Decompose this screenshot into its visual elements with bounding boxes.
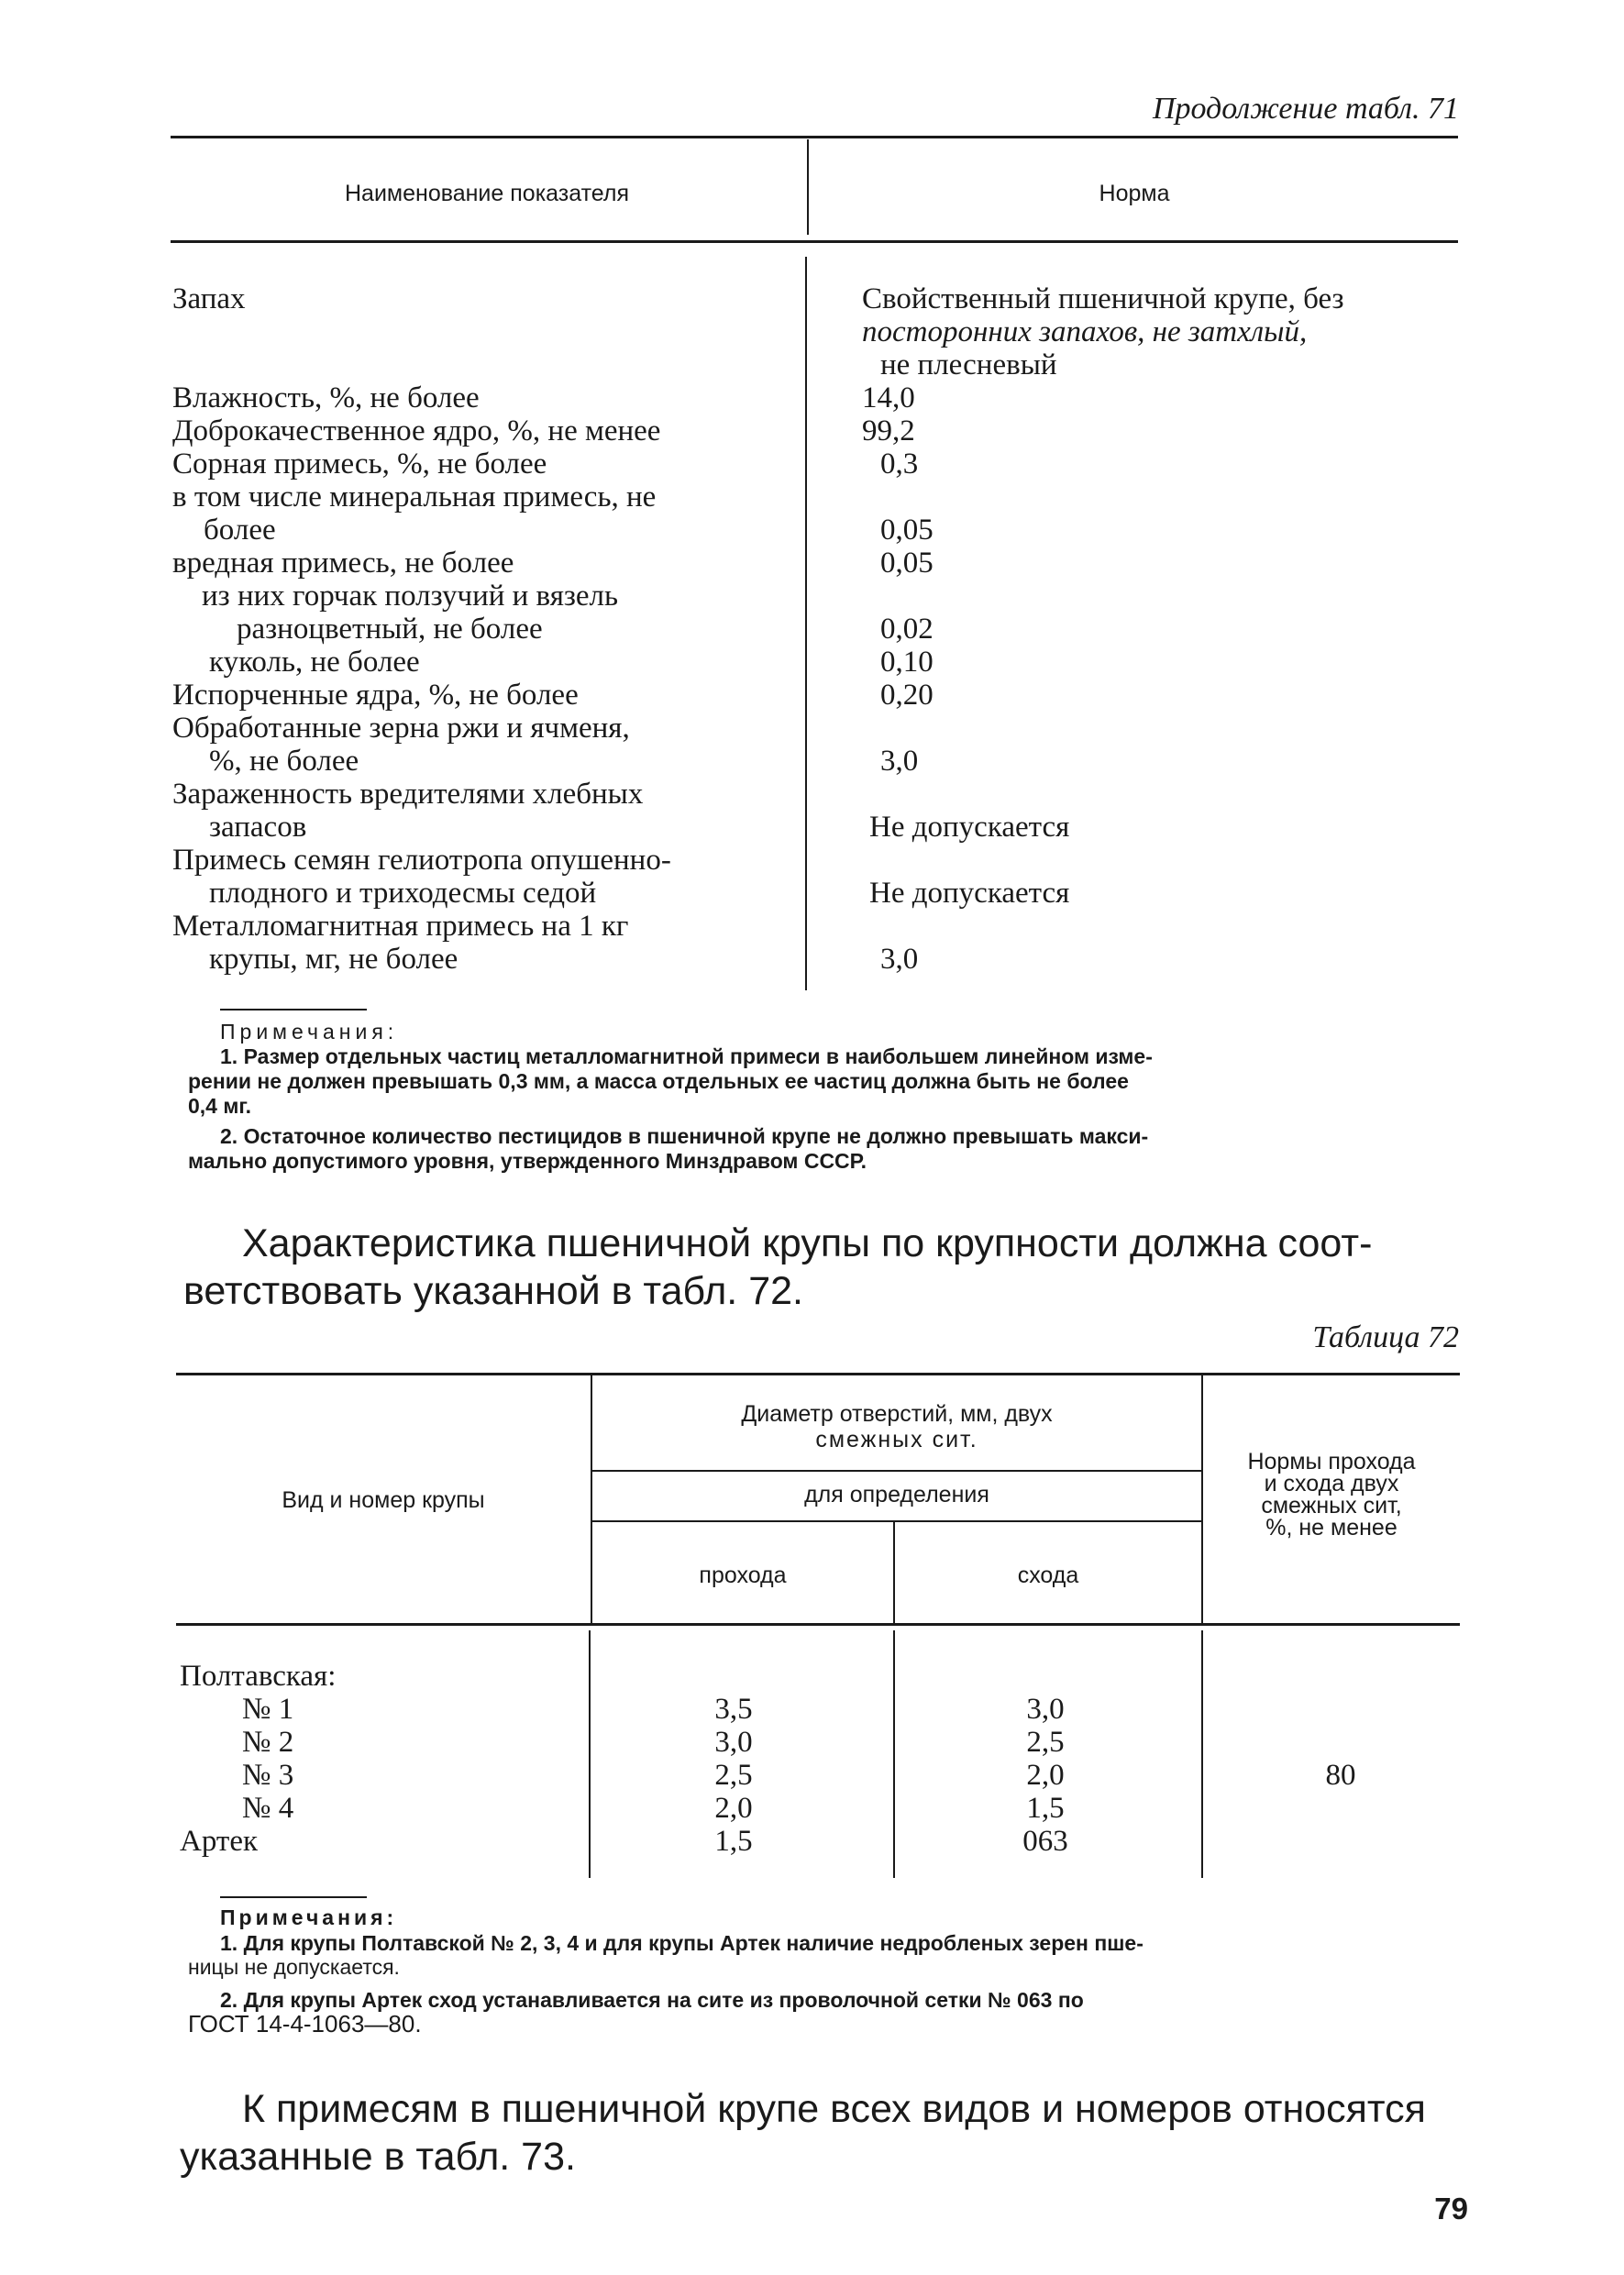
t71-norm: Свойственный пшеничной крупе, без	[862, 282, 1344, 315]
t71-norm: 0,05	[880, 514, 934, 547]
t71-norm: 14,0	[862, 381, 915, 414]
t71-norm: Не допускается	[869, 811, 1070, 844]
table72-header-for: для определения	[804, 1482, 989, 1507]
t71-norm: 0,3	[880, 447, 919, 480]
table71-top-rule	[171, 136, 1458, 138]
table72-top-rule	[176, 1373, 1460, 1375]
t71-name: более	[204, 514, 276, 547]
notes71-title: Примечания:	[220, 1020, 399, 1044]
table72-header-diameter: смежных сит.	[815, 1427, 978, 1452]
table-continuation-caption: Продолжение табл. 71	[1152, 92, 1459, 126]
table72-header-norms: смежных сит,	[1261, 1493, 1402, 1519]
t71-name: Металломагнитная примесь на 1 кг	[172, 910, 629, 943]
notes71-line: 0,4 мг.	[188, 1094, 252, 1118]
t72-row-name: № 3	[242, 1759, 294, 1792]
t71-name: %, не более	[209, 745, 359, 778]
t71-name: крупы, мг, не более	[209, 943, 458, 976]
t71-name: в том числе минеральная примесь, не	[172, 480, 657, 514]
t72-row-over: 2,5	[1026, 1726, 1065, 1759]
table72-header-diameter: Диаметр отверстий, мм, двух	[741, 1401, 1053, 1427]
paragraph-line: Характеристика пшеничной крупы по крупности должна соот-	[242, 1221, 1373, 1265]
t71-norm: посторонних запахов, не затхлый,	[862, 315, 1308, 348]
t71-name: Запах	[172, 282, 246, 315]
table72-header-norms: Нормы прохода	[1247, 1449, 1416, 1474]
t71-name: Испорченные ядра, %, не более	[172, 679, 579, 712]
page-number: 79	[1434, 2192, 1468, 2225]
t71-norm: 99,2	[862, 414, 915, 447]
t71-norm: 0,20	[880, 679, 934, 712]
notes71-line: 2. Остаточное количество пестицидов в пшеничной крупе не должно превышать макси-	[220, 1124, 1149, 1148]
table72-body-divider-3	[1201, 1630, 1203, 1878]
t71-name: Примесь семян гелиотропа опушенно-	[172, 844, 671, 877]
paragraph-line: ветствовать указанной в табл. 72.	[183, 1269, 803, 1313]
paragraph-line: К примесям в пшеничной крупе всех видов и номеров относятся	[242, 2087, 1426, 2131]
table71-header-name: Наименование показателя	[345, 181, 629, 206]
table72-header-norms: и схода двух	[1264, 1471, 1399, 1496]
table71-header-norm: Норма	[1099, 181, 1170, 206]
t71-name: запасов	[209, 811, 307, 844]
t72-row-pass: 3,5	[714, 1693, 753, 1726]
notes72-rule	[220, 1896, 367, 1898]
t71-norm: Не допускается	[869, 877, 1070, 910]
t72-row-over: 2,0	[1026, 1759, 1065, 1792]
notes72-line: ГОСТ 14-4-1063—80.	[188, 2010, 422, 2038]
t72-row-over: 1,5	[1026, 1792, 1065, 1825]
notes71-rule	[220, 1009, 367, 1010]
table72-body-divider-1	[589, 1630, 591, 1878]
table72-header-rule	[176, 1623, 1460, 1626]
paragraph-line: указанные в табл. 73.	[180, 2135, 576, 2179]
notes71-line: мально допустимого уровня, утвержденного Минздравом СССР.	[188, 1149, 867, 1173]
table72-caption: Таблица 72	[1312, 1320, 1459, 1354]
t71-norm: 3,0	[880, 943, 919, 976]
table72-header-over: схода	[1017, 1563, 1079, 1588]
notes72-line: ницы не допускается.	[188, 1955, 400, 1979]
t71-norm: 0,02	[880, 613, 934, 646]
t71-name: плодного и триходесмы седой	[209, 877, 597, 910]
t71-name: Зараженность вредителями хлебных	[172, 778, 644, 811]
notes72-line: 2. Для крупы Артек сход устанавливается на сите из проволочной сетки № 063 по	[220, 1988, 1084, 2012]
t71-name: вредная примесь, не более	[172, 547, 514, 580]
t72-group-label: Полтавская:	[180, 1660, 337, 1693]
table72-header-type: Вид и номер крупы	[282, 1487, 485, 1513]
table72-body-divider-2	[893, 1630, 895, 1878]
t71-norm: не плесневый	[880, 348, 1057, 381]
table72-header-pass: прохода	[699, 1563, 787, 1588]
t72-norm-value: 80	[1325, 1759, 1356, 1792]
t72-row-over: 063	[1022, 1825, 1068, 1858]
table71-header-divider	[807, 139, 809, 235]
table72-header-norms: %, не менее	[1265, 1515, 1398, 1541]
table71-header-rule	[171, 240, 1458, 243]
t71-name: Влажность, %, не более	[172, 381, 480, 414]
table72-subrule-2	[592, 1520, 1201, 1522]
t72-row-name: Артек	[180, 1825, 258, 1858]
t72-row-pass: 2,5	[714, 1759, 753, 1792]
t72-row-name: № 2	[242, 1726, 294, 1759]
t71-norm: 0,10	[880, 646, 934, 679]
t72-row-name: № 1	[242, 1693, 294, 1726]
t71-norm: 0,05	[880, 547, 934, 580]
notes71-line: 1. Размер отдельных частиц металломагнитной примеси в наибольшем линейном изме-	[220, 1044, 1153, 1068]
t71-norm: 3,0	[880, 745, 919, 778]
t71-name: из них горчак ползучий и вязель	[202, 580, 619, 613]
table71-body-divider	[805, 257, 807, 990]
t72-row-name: № 4	[242, 1792, 294, 1825]
t71-name: Доброкачественное ядро, %, не менее	[172, 414, 661, 447]
t71-name: куколь, не более	[209, 646, 420, 679]
notes72-title: Примечания:	[220, 1905, 398, 1929]
t71-name: разноцветный, не более	[237, 613, 543, 646]
t72-row-pass: 3,0	[714, 1726, 753, 1759]
table72-subrule-1	[592, 1470, 1201, 1472]
t72-row-pass: 2,0	[714, 1792, 753, 1825]
t71-name: Сорная примесь, %, не более	[172, 447, 547, 480]
notes71-line: рении не должен превышать 0,3 мм, а масса отдельных ее частиц должна быть не более	[188, 1069, 1129, 1093]
notes72-line: 1. Для крупы Полтавской № 2, 3, 4 и для крупы Артек наличие недробленых зерен пше-	[220, 1931, 1143, 1955]
t72-row-over: 3,0	[1026, 1693, 1065, 1726]
t71-name: Обработанные зерна ржи и ячменя,	[172, 712, 630, 745]
t72-row-pass: 1,5	[714, 1825, 753, 1858]
